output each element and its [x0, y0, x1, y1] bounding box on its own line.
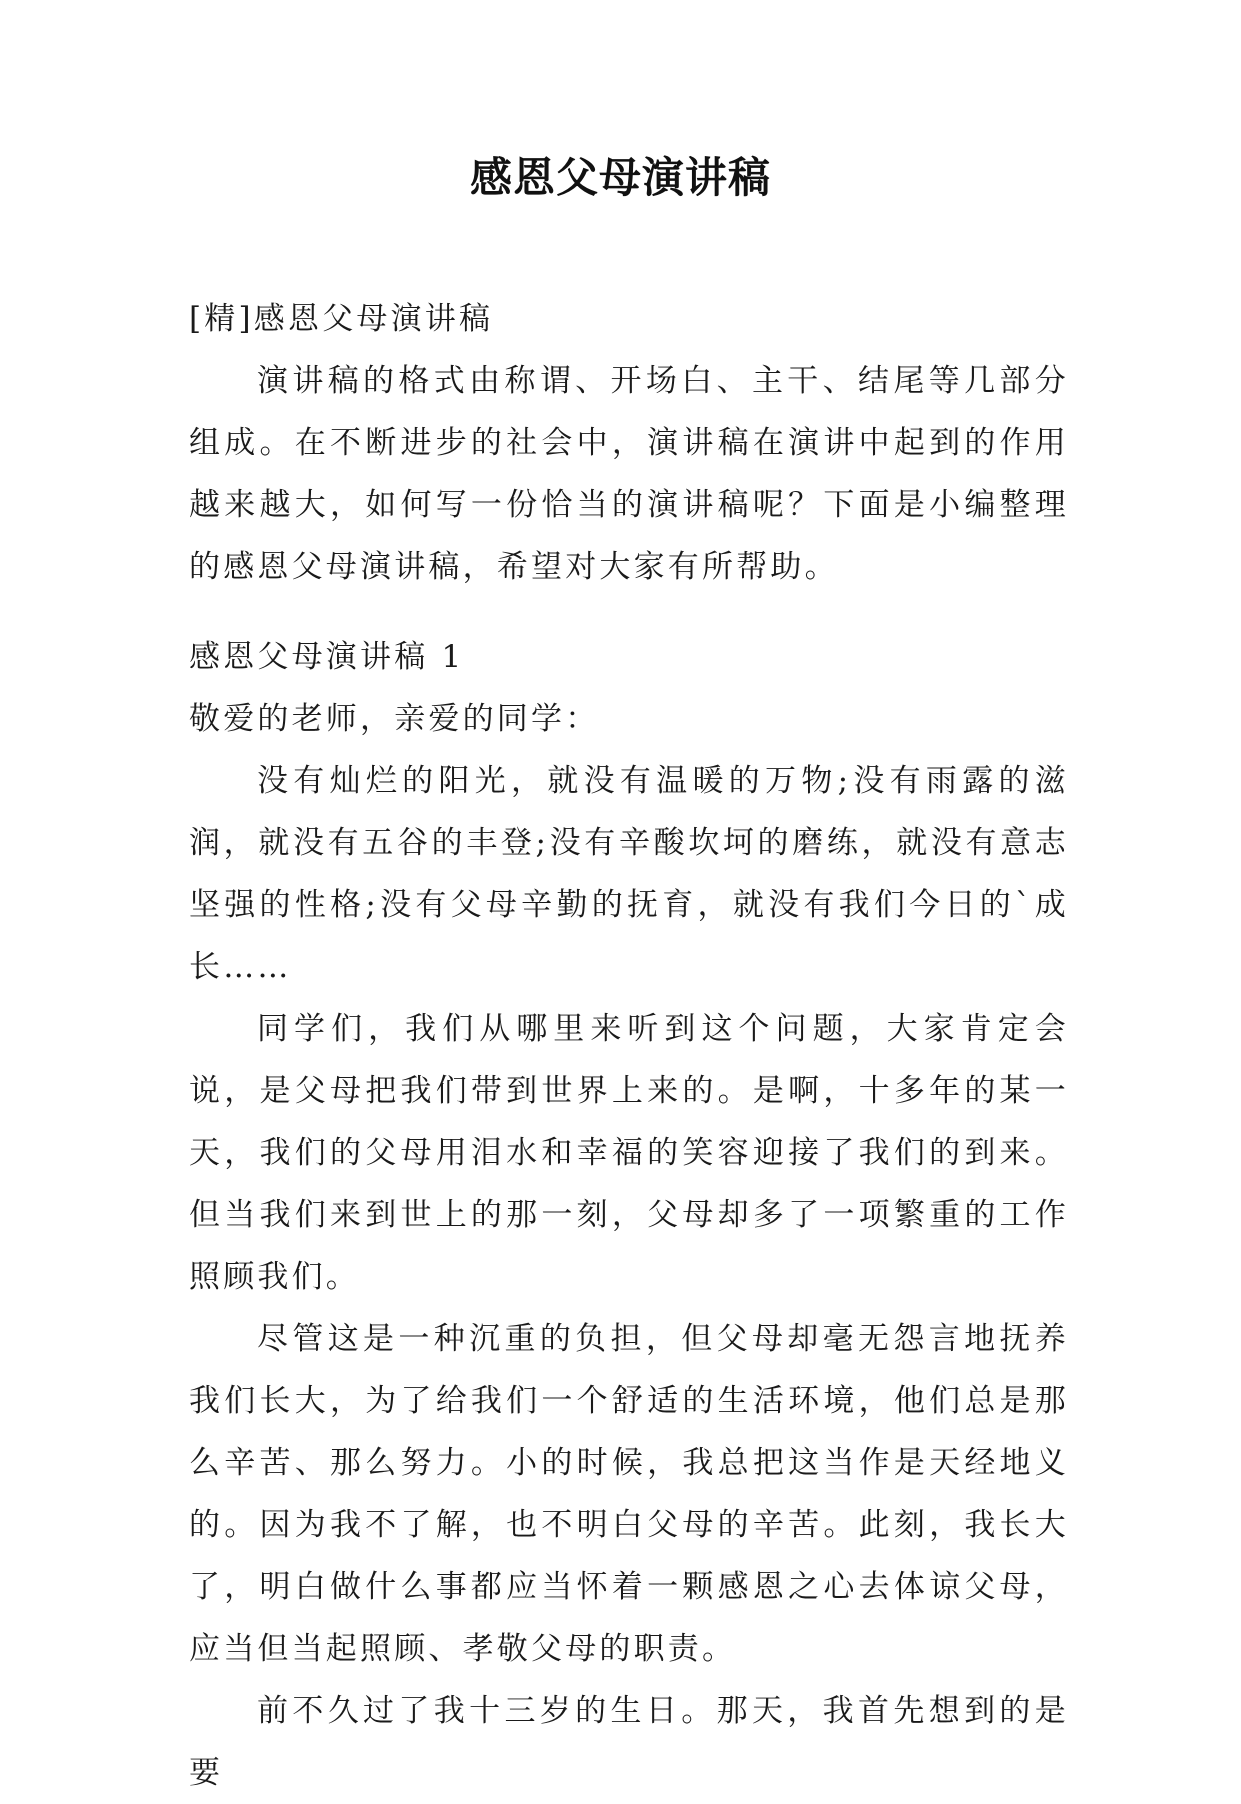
- document-body: [189, 288, 1069, 1804]
- section-heading: 感恩父母演讲稿 1: [189, 639, 465, 675]
- body-paragraph: 没有灿烂的阳光，就没有温暖的万物;没有雨露的滋润，就没有五谷的丰登;没有辛酸坎坷的磨练，就没有意志坚强的性格;没有父母辛勤的抚育，就没有我们今日的`成长……: [189, 763, 1069, 985]
- body-paragraph: 前不久过了我十三岁的生日。那天，我首先想到的是要: [189, 1693, 1069, 1791]
- salutation: 敬爱的老师，亲爱的同学：: [189, 701, 600, 737]
- intro-heading: [精]感恩父母演讲稿: [189, 301, 494, 337]
- body-paragraph: 尽管这是一种沉重的负担，但父母却毫无怨言地抚养我们长大，为了给我们一个舒适的生活环境，他们总是那么辛苦、那么努力。小的时候，我总把这当作是天经地义的。因为我不了解，也不明白父母的辛苦。此刻，我长大了，明白做什么事都应当怀着一颗感恩之心去体谅父母，应当但当起照顾、孝敬父母的职责。: [189, 1321, 1069, 1667]
- body-paragraph: 同学们，我们从哪里来听到这个问题，大家肯定会说，是父母把我们带到世界上来的。是啊，十多年的某一天，我们的父母用泪水和幸福的笑容迎接了我们的到来。但当我们来到世上的那一刻，父母却多了一项繁重的工作照顾我们。: [189, 1011, 1069, 1295]
- document-title: 感恩父母演讲稿: [469, 153, 771, 202]
- section-spacer: [189, 598, 1069, 626]
- intro-paragraph: 演讲稿的格式由称谓、开场白、主干、结尾等几部分组成。在不断进步的社会中，演讲稿在演讲中起到的作用越来越大，如何写一份恰当的演讲稿呢？下面是小编整理的感恩父母演讲稿，希望对大家有所帮助。: [189, 363, 1069, 585]
